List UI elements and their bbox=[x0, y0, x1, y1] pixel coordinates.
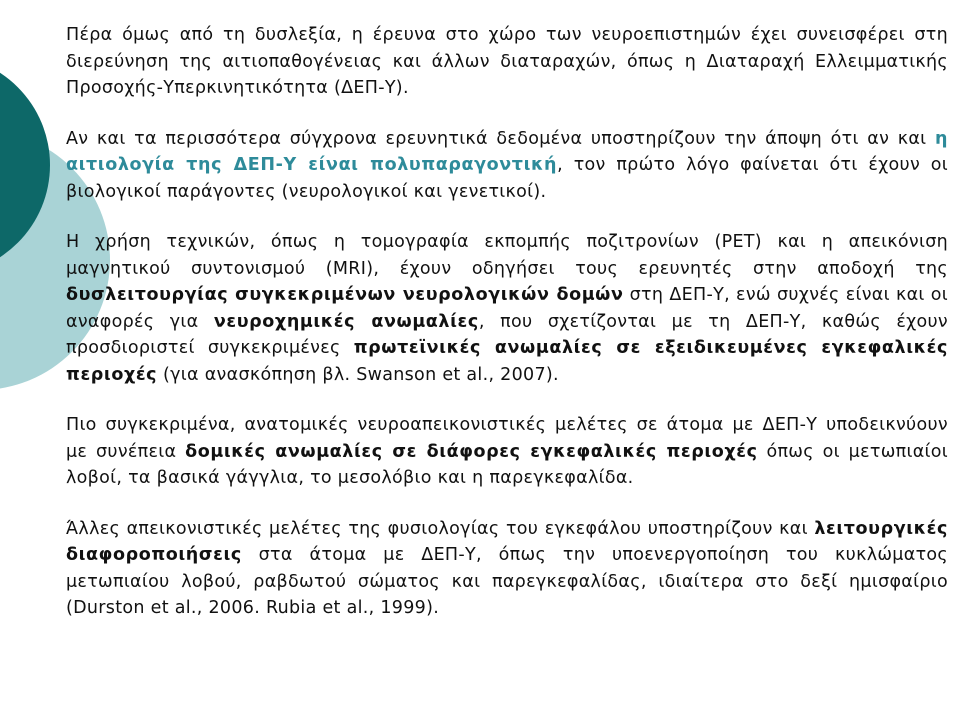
paragraph-5 bbox=[66, 516, 948, 622]
paragraph-5-segment-1: Άλλες απεικονιστικές μελέτες της φυσιολογίας του εγκεφάλου υποστηρίζουν και bbox=[66, 518, 815, 539]
paragraph-3-segment-1: Η χρήση τεχνικών, όπως η τομογραφία εκπομπής ποζιτρονίων (PET) και η απεικόνιση μαγνητικού συντονισμού (MRI), έχουν οδηγήσει τους ερευνητές στην αποδοχή της bbox=[66, 232, 948, 279]
paragraph-4 bbox=[66, 412, 948, 492]
paragraph-4-segment-3: όπως οι μετωπιαίοι λοβοί, τα βασικά γάγγλια, το μεσολόβιο και η παρεγκεφαλίδα. bbox=[66, 441, 948, 488]
paragraph-3 bbox=[66, 229, 948, 388]
paragraph-3-segment-7: (για ανασκόπηση βλ. Swanson et al., 2007). bbox=[157, 364, 559, 385]
paragraph-2-segment-1: Αν και τα περισσότερα σύγχρονα ερευνητικά δεδομένα υποστηρίζουν την άποψη ότι αν και bbox=[66, 128, 935, 149]
paragraph-5-bold-functional: λειτουργικές διαφοροποιήσεις bbox=[66, 518, 948, 565]
paragraph-4-bold-structural: δομικές ανωμαλίες σε διάφορες εγκεφαλικές περιοχές bbox=[185, 441, 758, 462]
paragraph-3-segment-3: στη ΔΕΠ-Υ, ενώ συχνές είναι και οι αναφορές για bbox=[66, 285, 948, 332]
paragraph-4-segment-1: Πιο συγκεκριμένα, ανατομικές νευροαπεικονιστικές μελέτες σε άτομα με ΔΕΠ-Υ υποδεικνύουν με συνέπεια bbox=[66, 415, 948, 462]
paragraph-2 bbox=[66, 126, 948, 206]
adhd-multifactorial-highlight: η αιτιολογία της ΔΕΠ-Υ είναι πολυπαραγοντική bbox=[66, 128, 948, 175]
paragraph-3-segment-5: , που σχετίζονται με τη ΔΕΠ-Υ, καθώς έχουν προσδιοριστεί συγκεκριμένες bbox=[66, 311, 948, 358]
paragraph-1 bbox=[66, 22, 948, 102]
slide-body bbox=[66, 22, 948, 646]
paragraph-1-segment-1: Πέρα όμως από τη δυσλεξία, η έρευνα στο χώρο των νευροεπιστημών έχει συνεισφέρει στη διερεύνηση της αιτιοπαθογένειας και άλλων διαταραχών, όπως η Διαταραχή Ελλειμματικής Προσοχής-Υπερκινητικότητα (ΔΕΠ-Υ). bbox=[66, 25, 948, 98]
paragraph-3-bold-neuro-structures: δυσλειτουργίας συγκεκριμένων νευρολογικών δομών bbox=[66, 285, 624, 305]
paragraph-2-segment-3: , τον πρώτο λόγο φαίνεται ότι έχουν οι βιολογικοί παράγοντες (νευρολογικοί και γενετικοί). bbox=[66, 155, 948, 202]
paragraph-5-segment-3: στα άτομα με ΔΕΠ-Υ, όπως την υποενεργοποίηση του κυκλώματος μετωπιαίου λοβού, ραβδωτού σώματος και παρεγκεφαλίδας, ιδιαίτερα στο δεξί ημισφαίριο (Durston et al., 2006. Rubia et al., 1999). bbox=[66, 545, 948, 618]
paragraph-3-bold-neurochemical: νευροχημικές ανωμαλίες bbox=[213, 311, 479, 332]
paragraph-3-bold-protein: πρωτεϊνικές ανωμαλίες σε εξειδικευμένες εγκεφαλικές περιοχές bbox=[66, 338, 948, 385]
